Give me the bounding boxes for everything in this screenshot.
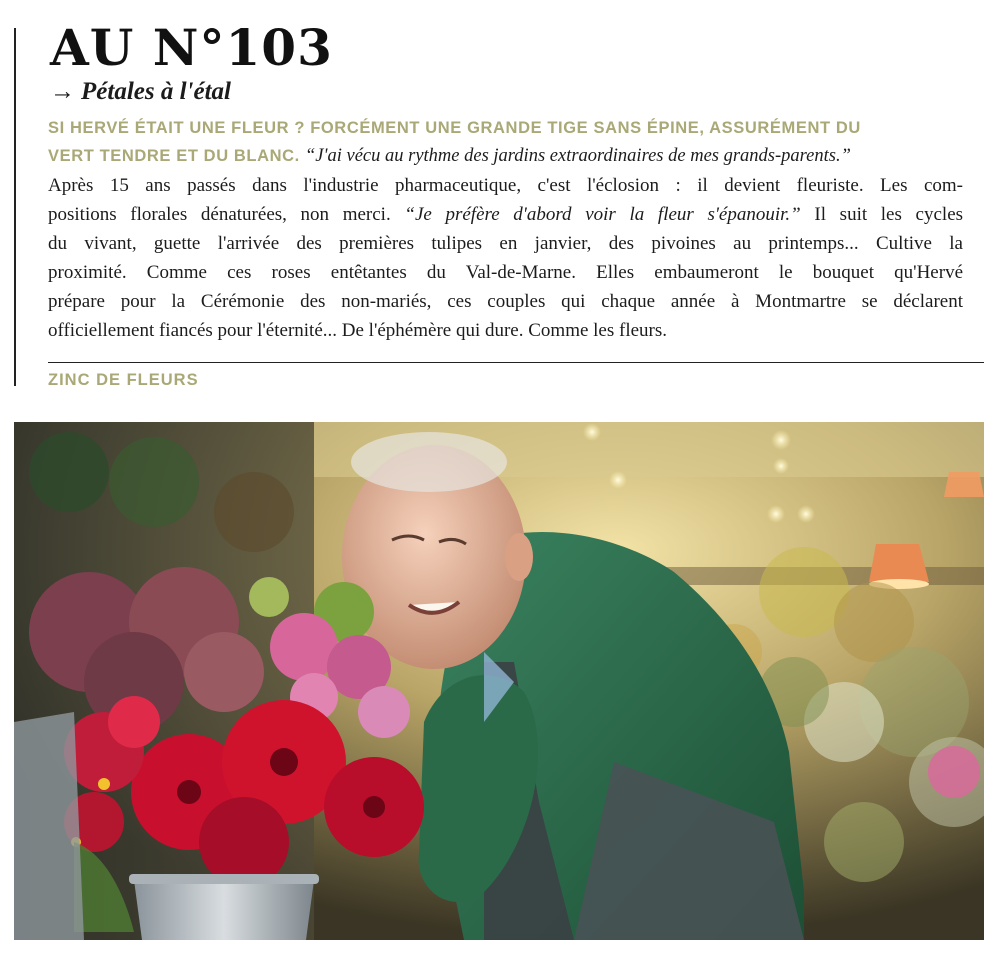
article-subtitle xyxy=(50,78,231,106)
arrow-right-icon: → xyxy=(50,78,75,105)
lead-caps-1: SI HERVÉ ÉTAIT UNE FLEUR ? FORCÉMENT UNE GRANDE TIGE SANS ÉPINE, ASSURÉMENT DU xyxy=(48,119,861,137)
body-line: proximité. Comme ces roses entêtantes du Val-de-Marne. Elles embaumeront le bouquet qu'Hervé xyxy=(48,262,963,283)
body-text xyxy=(48,171,963,345)
horizontal-rule xyxy=(48,362,984,363)
body-quote: “Je préfère d'abord voir la fleur s'épanouir.” xyxy=(404,204,801,225)
body-line: du vivant, guette l'arrivée des premières tulipes en janvier, des pivoines au printemps... Cultive la xyxy=(48,233,963,254)
lead-caps-2: VERT TENDRE ET DU BLANC. xyxy=(48,147,300,165)
lead-paragraph xyxy=(48,114,963,170)
florist-photo xyxy=(14,422,984,940)
body-line: officiellement fiancés pour l'éternité... De l'éphémère qui dure. Comme les fleurs. xyxy=(48,320,668,341)
subtitle-text: Pétales à l'étal xyxy=(81,78,231,105)
shop-credit: ZINC DE FLEURS xyxy=(48,371,199,389)
body-line: prépare pour la Cérémonie des non-mariés, ces couples qui chaque année à Montmartre se déclarent xyxy=(48,291,963,312)
vertical-rule xyxy=(14,28,16,386)
article-title: AU N°103 xyxy=(50,18,333,77)
body-text-segment: Il suit les cycles xyxy=(814,204,964,225)
body-line xyxy=(48,200,963,229)
lead-quote: “J'ai vécu au rythme des jardins extraordinaires de mes grands-parents.” xyxy=(305,146,851,166)
body-line: Après 15 ans passés dans l'industrie pharmaceutique, c'est l'éclosion : il devient fleuriste. Les com- xyxy=(48,175,963,196)
body-text-segment: positions florales dénaturées, non merci. xyxy=(48,204,391,225)
